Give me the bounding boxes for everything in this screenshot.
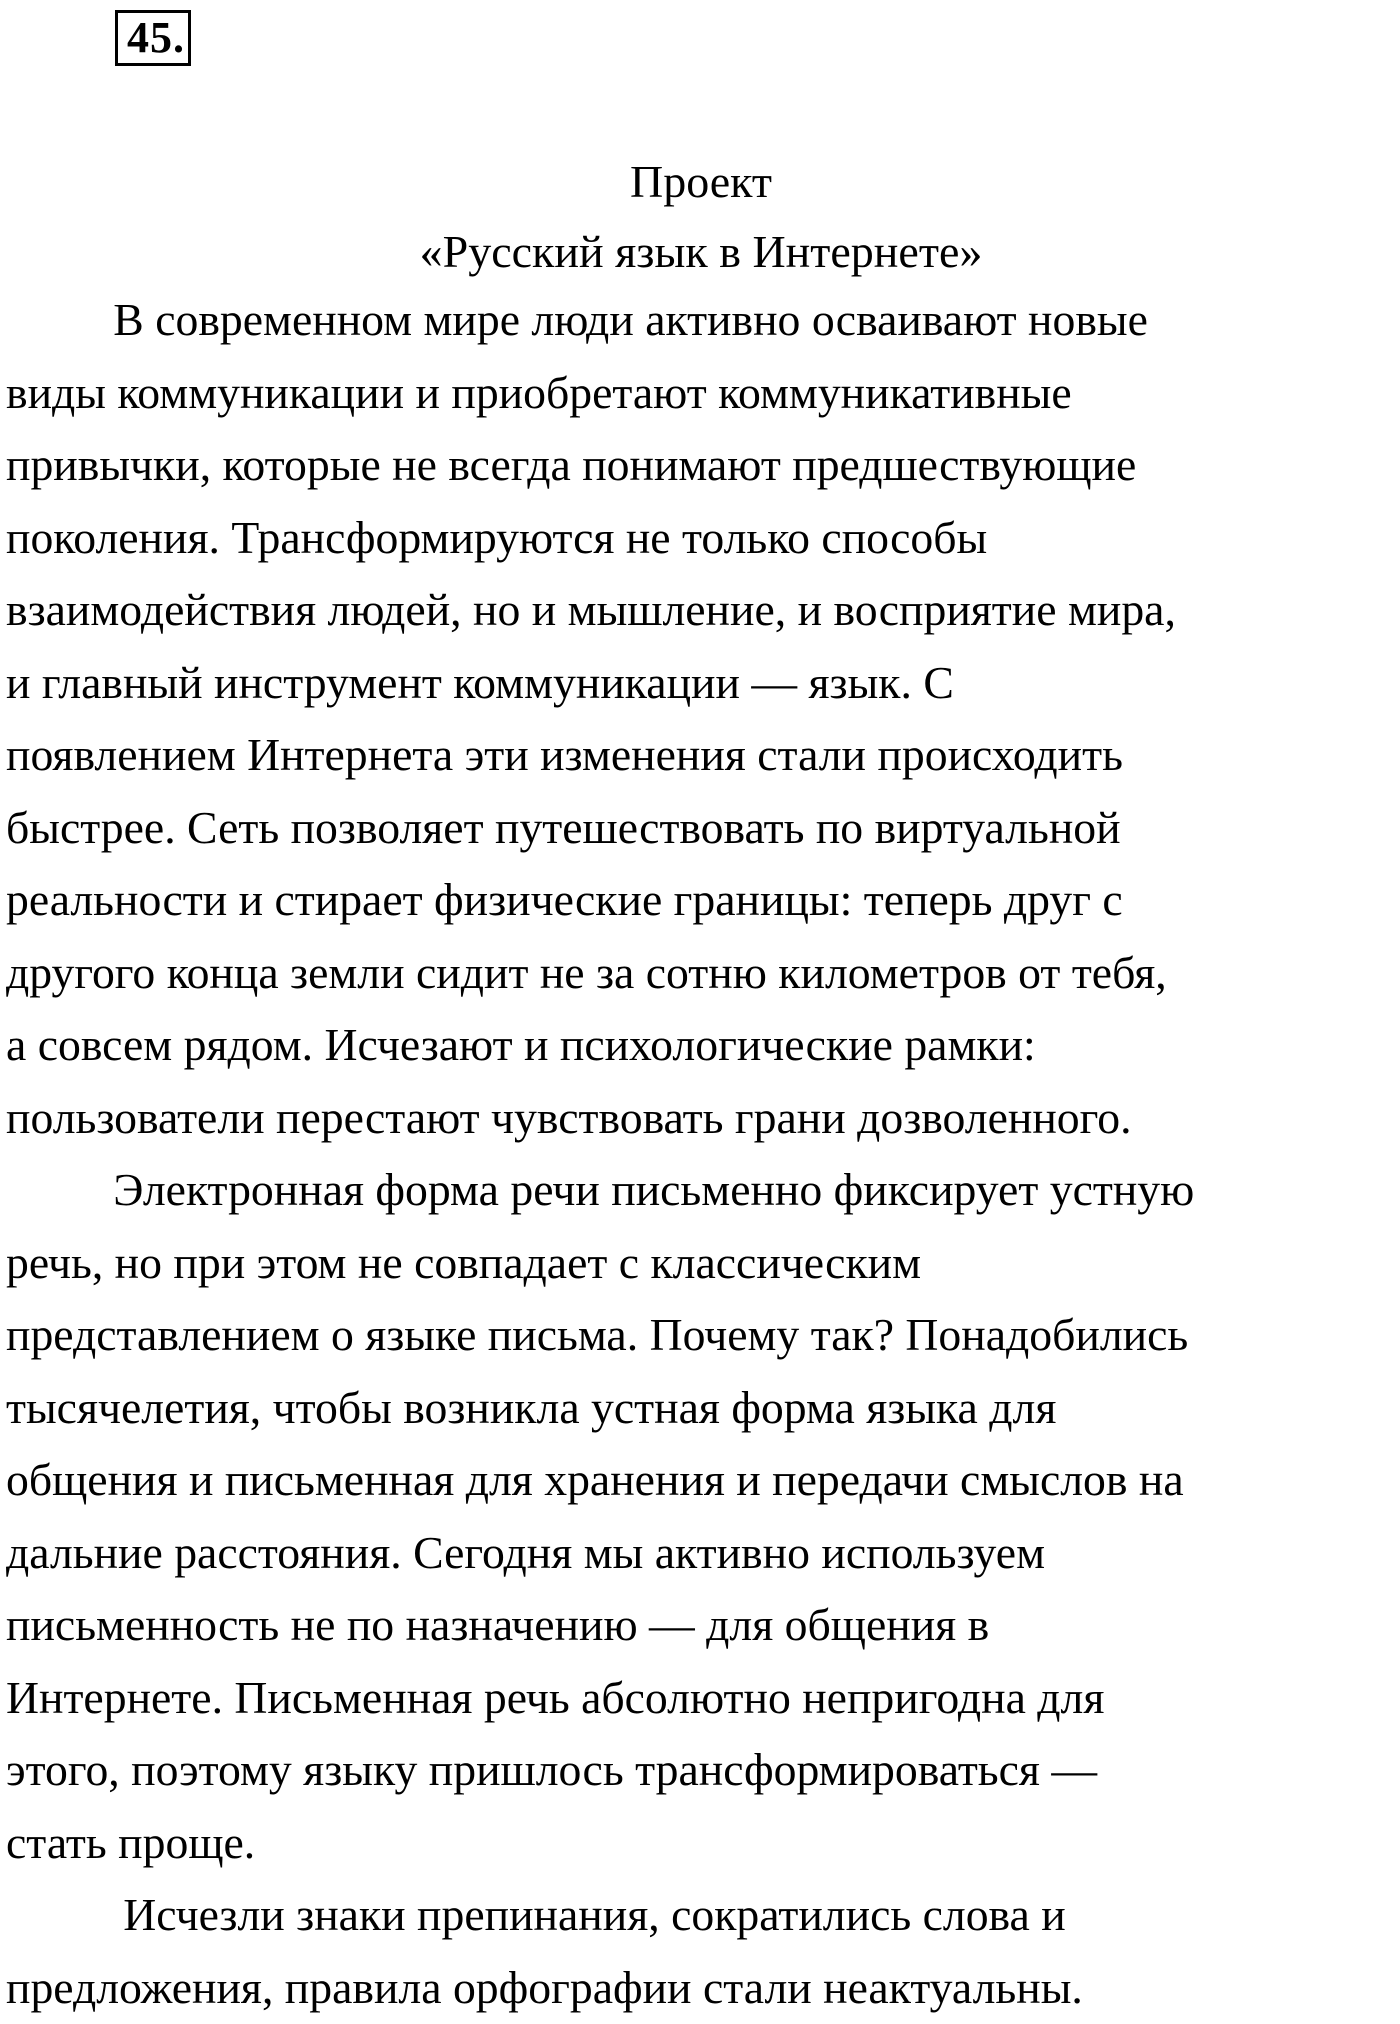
text-line: быстрее. Сеть позволяет путешествовать по виртуальной <box>6 792 1392 865</box>
text-line: письменность не по назначению — для общения в <box>6 1589 1392 1662</box>
text-line: предложения, правила орфографии стали неактуальны. <box>6 1952 1392 2024</box>
text-line: и главный инструмент коммуникации — язык. С <box>6 647 1392 720</box>
text-line: поколения. Трансформируются не только способы <box>6 502 1392 575</box>
text-line: взаимодействия людей, но и мышление, и восприятие мира, <box>6 574 1392 647</box>
document-body <box>6 284 1400 2024</box>
text-line: другого конца земли сидит не за сотню километров от тебя, <box>6 937 1392 1010</box>
text-line: а совсем рядом. Исчезают и психологические рамки: <box>6 1009 1392 1082</box>
task-number-box: 45. <box>115 10 191 66</box>
text-line: В современном мире люди активно осваивают новые <box>6 284 1392 357</box>
document-title: Проект <box>1 146 1400 218</box>
text-line: дальние расстояния. Сегодня мы активно используем <box>6 1517 1392 1590</box>
text-line: виды коммуникации и приобретают коммуникативные <box>6 357 1392 430</box>
text-line: Интернете. Письменная речь абсолютно непригодна для <box>6 1662 1392 1735</box>
text-line: стать проще. <box>6 1807 1392 1880</box>
text-line: Исчезли знаки препинания, сократились слова и <box>6 1879 1392 1952</box>
text-line: появлением Интернета эти изменения стали происходить <box>6 719 1392 792</box>
text-line: привычки, которые не всегда понимают предшествующие <box>6 429 1392 502</box>
text-line: представлением о языке письма. Почему так? Понадобились <box>6 1299 1392 1372</box>
text-line: пользователи перестают чувствовать грани дозволенного. <box>6 1082 1392 1155</box>
text-line: речь, но при этом не совпадает с классическим <box>6 1227 1392 1300</box>
text-line: Электронная форма речи письменно фиксирует устную <box>6 1154 1392 1227</box>
document-subtitle: «Русский язык в Интернете» <box>1 216 1400 288</box>
text-line: этого, поэтому языку пришлось трансформироваться — <box>6 1734 1392 1807</box>
text-line: реальности и стирает физические границы: теперь друг с <box>6 864 1392 937</box>
text-line: тысячелетия, чтобы возникла устная форма языка для <box>6 1372 1392 1445</box>
text-line: общения и письменная для хранения и передачи смыслов на <box>6 1444 1392 1517</box>
